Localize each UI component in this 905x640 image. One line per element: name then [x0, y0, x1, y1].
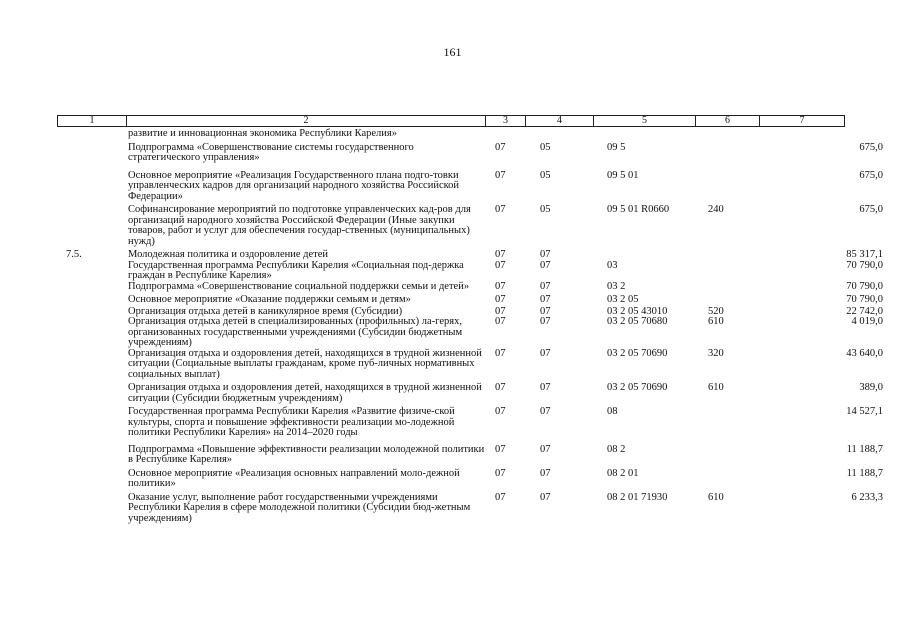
row-amount: 675,0 [859, 204, 883, 215]
row-target-article: 03 2 05 70690 [607, 382, 668, 393]
row-amount: 4 019,0 [851, 316, 883, 327]
row-subsection: 07 [540, 406, 551, 417]
row-name: Основное мероприятие «Оказание поддержки семьям и детям» [128, 294, 411, 305]
row-target-article: 08 2 01 71930 [607, 491, 668, 503]
header-col-1: 1 [58, 116, 127, 126]
row-section: 07 [495, 443, 506, 455]
row-subsection: 07 [540, 347, 551, 359]
row-name: Организация отдыха детей в специализированных (профильных) ла-герях, организованных государственными учреждениями (Субсидии бюджетным учреждениям) [128, 316, 463, 348]
row-target-article: 03 2 [607, 280, 626, 292]
row-expense-type: 520 [708, 305, 724, 317]
row-subsection: 07 [540, 280, 551, 292]
table-body [0, 129, 905, 524]
row-target-article: 08 2 [607, 443, 626, 455]
row-section: 07 [495, 382, 506, 393]
row-name: Софинансирование мероприятий по подготовке управленческих кад-ров для организаций народного хозяйства Российской Федерации (Иные закупки товаров, работ и услуг для обеспечения государ-ственных (муниципальных) нужд) [128, 204, 471, 247]
row-section: 07 [495, 141, 506, 153]
row-amount: 14 527,1 [846, 406, 883, 417]
row-section: 07 [495, 491, 506, 503]
table-row [0, 205, 905, 247]
header-col-6: 6 [696, 116, 760, 126]
row-subsection: 07 [540, 249, 551, 260]
row-subsection: 07 [540, 259, 551, 271]
row-expense-type: 240 [708, 204, 724, 215]
row-amount: 70 790,0 [846, 280, 883, 292]
row-section: 07 [495, 280, 506, 292]
row-amount: 22 742,0 [846, 305, 883, 317]
row-target-article: 03 2 05 70690 [607, 347, 668, 359]
table-row [0, 317, 905, 349]
header-col-5: 5 [594, 116, 696, 126]
table-row [0, 250, 905, 261]
row-section: 07 [495, 316, 506, 327]
row-subsection: 07 [540, 382, 551, 393]
row-amount: 11 188,7 [846, 443, 883, 455]
row-subsection: 07 [540, 316, 551, 327]
table-row [0, 445, 905, 466]
row-subsection: 05 [540, 141, 551, 153]
row-section: 07 [495, 305, 506, 317]
table-row [0, 383, 905, 404]
table-row [0, 407, 905, 439]
row-section: 07 [495, 249, 506, 260]
row-name: Организация отдыха и оздоровления детей, находящихся в трудной жизненной ситуации (Социальные выплаты гражданам, кроме пуб-личных нормативных социальных выплат) [128, 347, 482, 380]
table-row [0, 295, 905, 306]
row-section: 07 [495, 204, 506, 215]
row-target-article: 03 2 05 43010 [607, 305, 668, 317]
row-amount: 389,0 [859, 382, 883, 393]
table-row [0, 282, 905, 293]
row-name: Молодежная политика и оздоровление детей [128, 249, 329, 260]
row-name: Основное мероприятие «Реализация Государственного плана подго-товки управленческих кадров для организаций народного хозяйства Российской Федерации» [128, 169, 460, 202]
row-target-article: 09 5 01 R0660 [607, 204, 670, 215]
row-subsection: 07 [540, 294, 551, 305]
row-amount: 70 790,0 [846, 294, 883, 305]
row-expense-type: 610 [708, 491, 724, 503]
row-name: Организация отдыха детей в каникулярное время (Субсидии) [128, 305, 403, 317]
row-target-article: 03 [607, 259, 618, 271]
row-name: Подпрограмма «Совершенствование системы государственного стратегического управления» [128, 141, 414, 163]
row-section: 07 [495, 169, 506, 181]
row-name: Основное мероприятие «Реализация основных направлений моло-дежной политики» [128, 467, 460, 489]
row-amount: 675,0 [859, 169, 883, 181]
row-name: Организация отдыха и оздоровления детей, находящихся в трудной жизненной ситуации (Субсидии бюджетным учреждениям) [128, 382, 482, 404]
row-name: Государственная программа Республики Карелия «Социальная под-держка граждан в Республике Карелия» [128, 259, 464, 281]
row-amount: 675,0 [859, 141, 883, 153]
row-name: развитие и инновационная экономика Республики Карелия» [128, 128, 397, 139]
row-name: Подпрограмма «Повышение эффективности реализации молодежной политики в Республике Карелия» [128, 443, 485, 465]
row-expense-type: 320 [708, 347, 724, 359]
row-amount: 85 317,1 [846, 249, 883, 260]
table-row [0, 469, 905, 490]
header-col-3: 3 [486, 116, 526, 126]
row-amount: 70 790,0 [846, 259, 883, 271]
row-target-article: 09 5 01 [607, 169, 639, 181]
row-subsection: 07 [540, 491, 551, 503]
row-name: Оказание услуг, выполнение работ государственными учреждениями Республики Карелия в сфере молодежной политики (Субсидии бюд-жетным учреждениям) [128, 491, 471, 524]
row-section: 07 [495, 406, 506, 417]
row-number: 7.5. [66, 249, 82, 260]
row-section: 07 [495, 294, 506, 305]
row-target-article: 03 2 05 70680 [607, 316, 668, 327]
row-target-article: 08 2 01 [607, 467, 639, 479]
header-col-2: 2 [127, 116, 486, 126]
row-target-article: 03 2 05 [607, 294, 639, 305]
table-row [0, 171, 905, 203]
row-subsection: 07 [540, 467, 551, 479]
page-number: 161 [443, 45, 462, 59]
table-header [57, 115, 845, 127]
row-subsection: 07 [540, 305, 551, 317]
row-subsection: 05 [540, 169, 551, 181]
table-row [0, 493, 905, 525]
table-row [0, 143, 905, 164]
row-section: 07 [495, 467, 506, 479]
table-row [0, 349, 905, 381]
row-amount: 43 640,0 [846, 347, 883, 359]
row-target-article: 08 [607, 406, 618, 417]
row-expense-type: 610 [708, 382, 724, 393]
row-name: Подпрограмма «Совершенствование социальной поддержки семьи и детей» [128, 280, 470, 292]
row-subsection: 07 [540, 443, 551, 455]
header-col-7: 7 [799, 115, 805, 126]
table-row [0, 261, 905, 282]
row-target-article: 09 5 [607, 141, 626, 153]
row-amount: 11 188,7 [846, 467, 883, 479]
row-section: 07 [495, 259, 506, 271]
row-name: Государственная программа Республики Карелия «Развитие физиче-ской культуры, спорта и повышение эффективности реализации мо-лодежной политики Республики Карелия» на 2014–2020 годы [128, 406, 455, 438]
row-amount: 6 233,3 [851, 491, 883, 503]
row-subsection: 05 [540, 204, 551, 215]
header-col-4: 4 [526, 116, 594, 126]
row-expense-type: 610 [708, 316, 724, 327]
row-section: 07 [495, 347, 506, 359]
table-row [0, 129, 905, 140]
